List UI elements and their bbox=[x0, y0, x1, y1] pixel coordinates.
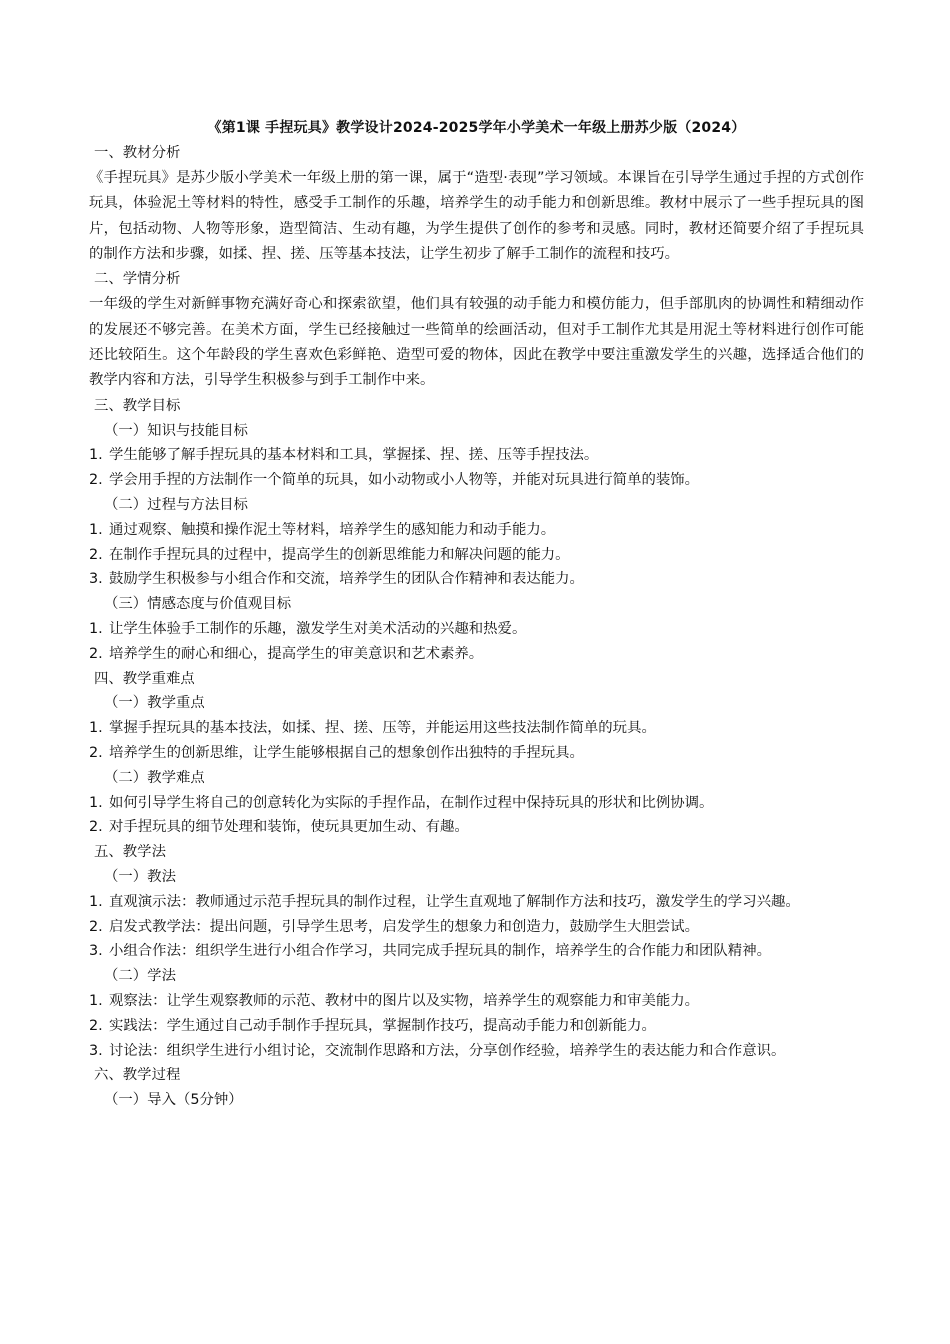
list-number: 2. bbox=[89, 819, 103, 836]
list-text: 培养学生的创新思维，让学生能够根据自己的想象创作出独特的手捏玩具。 bbox=[109, 745, 584, 761]
list-item bbox=[89, 468, 864, 493]
list-text: 实践法：学生通过自己动手制作手捏玩具，掌握制作技巧，提高动手能力和创新能力。 bbox=[109, 1017, 656, 1034]
subheading-teaching-method: （一）教法 bbox=[104, 868, 176, 885]
section-heading-key-difficult-points: 四、教学重难点 bbox=[94, 670, 195, 687]
list-text: 讨论法：组织学生进行小组讨论，交流制作思路和方法，分享创作经验，培养学生的表达能力和合作意识。 bbox=[109, 1042, 786, 1059]
section-heading-teaching-process: 六、教学过程 bbox=[94, 1067, 181, 1084]
list-text: 观察法：让学生观察教师的示范、教材中的图片以及实物，培养学生的观察能力和审美能力。 bbox=[109, 992, 700, 1009]
subheading-learning-method: （二）学法 bbox=[104, 968, 176, 985]
section-heading-textbook-analysis: 一、教材分析 bbox=[94, 145, 181, 161]
subheading-knowledge-skills: （一）知识与技能目标 bbox=[104, 422, 248, 439]
list-number: 3. bbox=[89, 943, 103, 960]
paragraph-textbook-analysis: 《手捏玩具》是苏少版小学美术一年级上册的第一课，属于“造型·表现”学习领域。本课旨在引导学生通过手捏的方式创作玩具，体验泥土等材料的特性，感受手工制作的乐趣，培养学生的动手能力和创新思维。教材中展示了一些手捏玩具的图片，包括动物、人物等形象，造型简洁、生动有趣，为学生提供了创作的参考和灵感。同时，教材还简要介绍了手捏玩具的制作方法和步骤，如揉、捏、搓、压等基本技法，让学生初步了解手工制作的流程和技巧。 bbox=[89, 169, 864, 263]
list-item bbox=[89, 815, 864, 840]
list-text: 鼓励学生积极参与小组合作和交流，培养学生的团队合作精神和表达能力。 bbox=[109, 571, 584, 588]
list-item bbox=[89, 567, 864, 592]
list-item bbox=[89, 791, 864, 816]
list-item bbox=[89, 716, 864, 741]
list-number: 2. bbox=[89, 1017, 103, 1034]
list-item bbox=[89, 989, 864, 1014]
list-item bbox=[89, 939, 864, 964]
list-item bbox=[89, 543, 864, 568]
subheading-introduction: （一）导入（5分钟） bbox=[104, 1092, 243, 1109]
list-number: 1. bbox=[89, 621, 103, 638]
paragraph-student-analysis: 一年级的学生对新鲜事物充满好奇心和探索欲望，他们具有较强的动手能力和模仿能力，但手部肌肉的协调性和精细动作的发展还不够完善。在美术方面，学生已经接触过一些简单的绘画活动，但对手工制作尤其是用泥土等材料进行创作可能还比较陌生。这个年龄段的学生喜欢色彩鲜艳、造型可爱的物体，因此在教学中要注重激发学生的兴趣，选择适合他们的教学内容和方法，引导学生积极参与到手工制作中来。 bbox=[89, 296, 864, 389]
list-text: 在制作手捏玩具的过程中，提高学生的创新思维能力和解决问题的能力。 bbox=[109, 546, 570, 563]
list-number: 1. bbox=[89, 720, 103, 737]
section-heading-student-analysis: 二、学情分析 bbox=[94, 271, 181, 288]
list-text: 通过观察、触摸和操作泥土等材料，培养学生的感知能力和动手能力。 bbox=[109, 521, 556, 538]
list-text: 如何引导学生将自己的创意转化为实际的手捏作品，在制作过程中保持玩具的形状和比例协调。 bbox=[109, 794, 714, 811]
subheading-difficult-points: （二）教学难点 bbox=[104, 769, 205, 786]
list-text: 学会用手捏的方法制作一个简单的玩具，如小动物或小人物等，并能对玩具进行简单的装饰。 bbox=[109, 472, 700, 489]
document-page bbox=[89, 116, 864, 1113]
list-item bbox=[89, 617, 864, 642]
section-heading-teaching-methods: 五、教学法 bbox=[94, 844, 166, 861]
list-item bbox=[89, 1014, 864, 1039]
subheading-process-methods: （二）过程与方法目标 bbox=[104, 497, 248, 514]
list-number: 2. bbox=[89, 546, 103, 563]
list-text: 培养学生的耐心和细心，提高学生的审美意识和艺术素养。 bbox=[109, 645, 484, 662]
list-text: 学生能够了解手捏玩具的基本材料和工具，掌握揉、捏、搓、压等手捏技法。 bbox=[109, 447, 599, 464]
list-item bbox=[89, 518, 864, 543]
list-text: 让学生体验手工制作的乐趣，激发学生对美术活动的兴趣和热爱。 bbox=[109, 621, 527, 638]
list-number: 1. bbox=[89, 794, 103, 811]
list-number: 1. bbox=[89, 521, 103, 538]
list-item bbox=[89, 642, 864, 667]
document-title: 《第1课 手捏玩具》教学设计2024-2025学年小学美术一年级上册苏少版（2024） bbox=[207, 120, 746, 136]
list-item bbox=[89, 890, 864, 915]
list-number: 2. bbox=[89, 472, 103, 489]
list-number: 2. bbox=[89, 918, 103, 935]
list-text: 对手捏玩具的细节处理和装饰，使玩具更加生动、有趣。 bbox=[109, 819, 469, 836]
list-text: 掌握手捏玩具的基本技法，如揉、捏、搓、压等，并能运用这些技法制作简单的玩具。 bbox=[109, 720, 656, 737]
list-number: 1. bbox=[89, 992, 103, 1009]
list-number: 2. bbox=[89, 745, 103, 761]
list-text: 直观演示法：教师通过示范手捏玩具的制作过程，让学生直观地了解制作方法和技巧，激发学生的学习兴趣。 bbox=[109, 893, 800, 910]
list-item bbox=[89, 741, 864, 766]
list-item bbox=[89, 443, 864, 468]
subheading-key-points: （一）教学重点 bbox=[104, 695, 205, 712]
list-item bbox=[89, 1039, 864, 1064]
list-number: 1. bbox=[89, 447, 103, 464]
list-text: 启发式教学法：提出问题，引导学生思考，启发学生的想象力和创造力，鼓励学生大胆尝试。 bbox=[109, 918, 700, 935]
list-number: 1. bbox=[89, 893, 103, 910]
list-number: 2. bbox=[89, 645, 103, 662]
section-heading-teaching-objectives: 三、教学目标 bbox=[94, 397, 181, 414]
list-number: 3. bbox=[89, 1042, 103, 1059]
list-text: 小组合作法：组织学生进行小组合作学习，共同完成手捏玩具的制作，培养学生的合作能力和团队精神。 bbox=[109, 943, 771, 960]
list-number: 3. bbox=[89, 571, 103, 588]
list-item bbox=[89, 915, 864, 940]
subheading-emotion-values: （三）情感态度与价值观目标 bbox=[104, 596, 292, 613]
